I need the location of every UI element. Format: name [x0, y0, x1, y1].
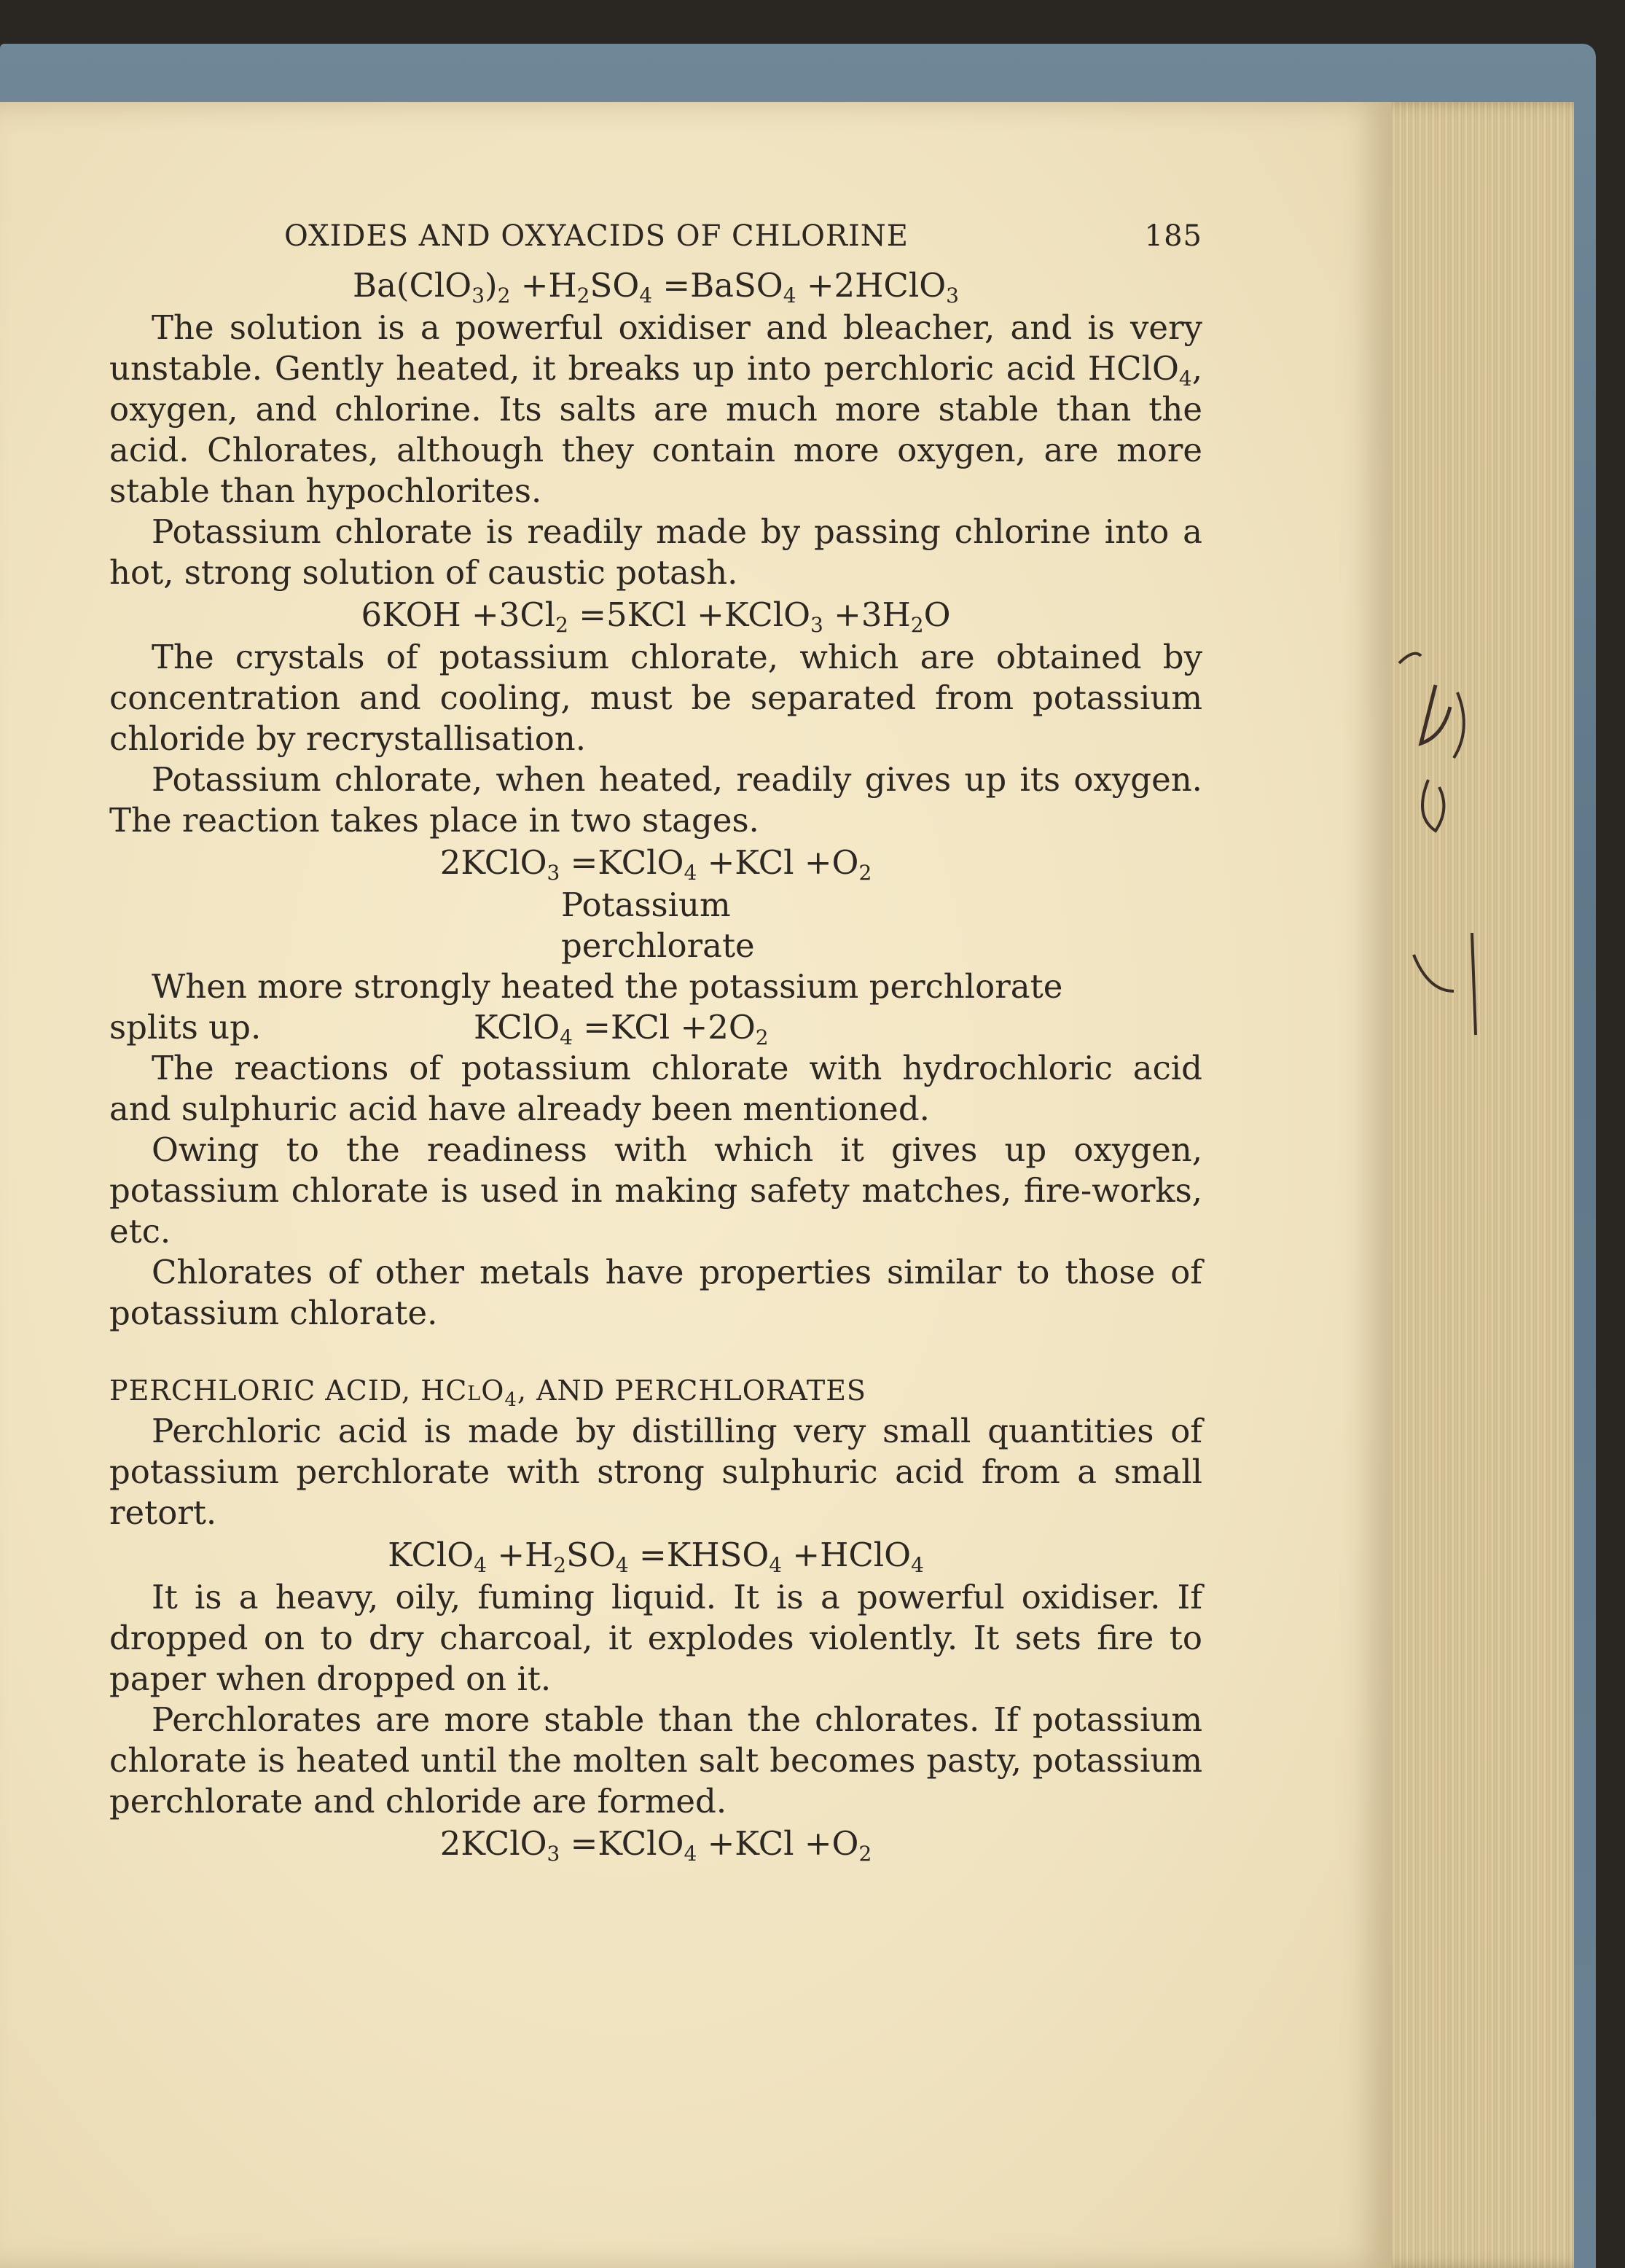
paragraph-11: Perchlorates are more stable than the chlorates. If potassium chlorate is heated until the molten salt becomes pasty, potassium perchlorate and chloride are formed.: [109, 1700, 1202, 1821]
equation-2: $6KOH +3Cl_2 =5KCl$ +KClO$_3$ $+3H_2O$: [361, 595, 951, 637]
paragraph-2: Potassium chlorate is readily made by passing chlorine into a hot, strong solution of caustic potash.: [109, 512, 1202, 592]
equation-3: 2KClO$_3$ =KClO$_4$ $+KCl +O_2$: [439, 843, 872, 885]
chapter-title: OXIDES AND OXYACIDS OF CHLORINE: [284, 219, 909, 253]
pencil-marks: [1385, 641, 1545, 1049]
paragraph-4: Potassium chlorate, when heated, readily gives up its oxygen. The reaction takes place in two stages.: [109, 760, 1202, 840]
paragraph-5-continued: splits up. KClO$_4$ $=KCl +2O_2$: [109, 1008, 769, 1049]
equation-3-note: Potassium perchlorate: [561, 885, 755, 965]
paragraph-5: When more strongly heated the potassium perchlorate: [152, 967, 1063, 1006]
paragraph-1: The solution is a powerful oxidiser and bleacher, and is very unstable. Gently heated, it breaks up into perchloric acid HClO$_4$, oxygen, and chlorine. Its salts are much more stable than the acid. Chlorates, although they contain more oxygen, are more stable than hypochlorites.: [109, 308, 1202, 510]
section-heading: PERCHLORIC ACID, HClO$_4$, AND PERCHLORATES: [109, 1375, 866, 1411]
paragraph-9: Perchloric acid is made by distilling very small quantities of potassium perchlorate with strong sulphuric acid from a small retort.: [109, 1412, 1202, 1532]
paragraph-3: The crystals of potassium chlorate, which are obtained by concentration and cooling, must be separated from potassium chloride by recrystallisation.: [109, 638, 1202, 758]
page-edges: [1370, 102, 1574, 2268]
paragraph-6: The reactions of potassium chlorate with hydrochloric acid and sulphuric acid have already been mentioned.: [109, 1049, 1202, 1128]
equation-4: KClO$_4$ $=KCl +2O_2$: [474, 1008, 769, 1049]
page-number: 185: [1144, 219, 1202, 253]
paragraph-7: Owing to the readiness with which it gives up oxygen, potassium chlorate is used in making safety matches, fire-works, etc.: [109, 1130, 1202, 1251]
paragraph-8: Chlorates of other metals have properties similar to those of potassium chlorate.: [109, 1253, 1202, 1332]
equation-5: KClO$_4$ $+H_2SO_4$ $=KHSO_4$ +HClO$_4$: [388, 1536, 924, 1577]
paragraph-10: It is a heavy, oily, fuming liquid. It is a powerful oxidiser. If dropped on to dry charcoal, it explodes violently. It sets fire to paper when dropped on it.: [109, 1578, 1202, 1698]
running-head: [109, 216, 1202, 257]
equation-6: 2KClO$_3$ =KClO$_4$ $+KCl +O_2$: [439, 1824, 872, 1866]
equation-1: $Ba(ClO_3)_2 +H_2SO_4$ =BaSO$_4$ +2HClO$_3$: [353, 266, 959, 308]
page-text: [109, 216, 1202, 1866]
